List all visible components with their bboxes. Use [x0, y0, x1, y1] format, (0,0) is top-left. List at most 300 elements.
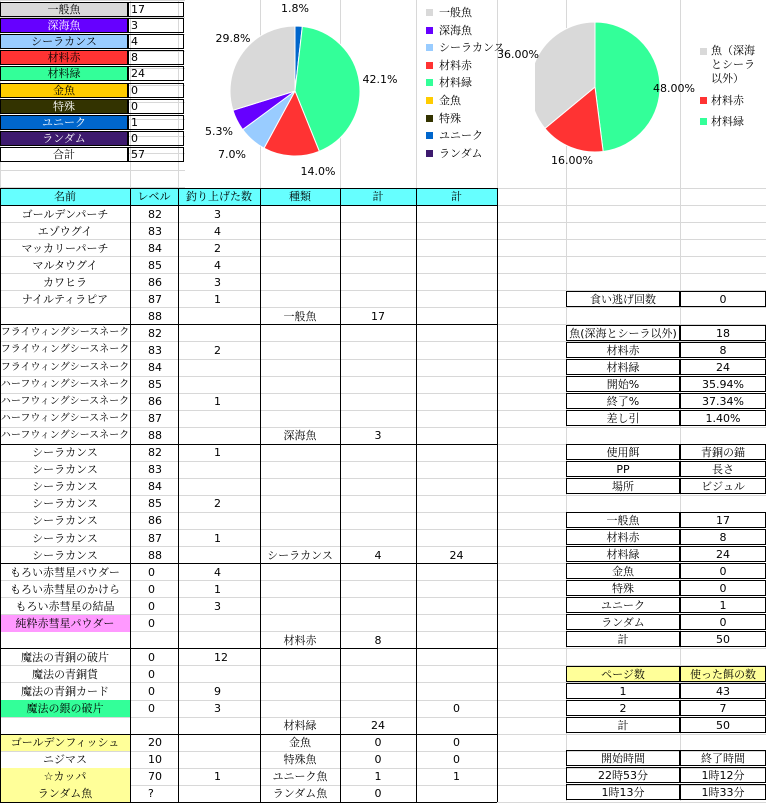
row-count[interactable]: 4 [214, 258, 221, 272]
panel-label[interactable]: 材料緑 [566, 546, 680, 562]
panel-label[interactable]: ランダム [566, 614, 680, 630]
row-type[interactable] [260, 512, 340, 529]
panel-label[interactable]: 特殊 [566, 580, 680, 596]
summary-count[interactable]: 0 [128, 83, 184, 98]
row-total[interactable] [340, 223, 416, 240]
legend-swatch [426, 132, 433, 139]
row-total[interactable] [340, 240, 416, 257]
row-name[interactable]: シーラカンス [32, 463, 98, 477]
panel-label[interactable]: 魚(深海とシーラ以外) [566, 325, 680, 341]
row-count[interactable]: 9 [214, 684, 221, 698]
row-count[interactable] [178, 478, 260, 495]
legend-label[interactable]: 魚（深海とシーラ以外） [711, 44, 755, 85]
row-level[interactable]: 82 [148, 326, 162, 340]
row-type[interactable] [260, 478, 340, 495]
row-count[interactable] [178, 666, 260, 683]
row-total[interactable] [340, 393, 416, 410]
panel-value[interactable]: 8 [680, 529, 766, 545]
row-total2[interactable] [416, 666, 497, 683]
row-name[interactable]: ゴールデンパーチ [21, 207, 109, 221]
legend-label[interactable]: シーラカンス [439, 41, 505, 55]
row-type[interactable] [260, 444, 340, 461]
row-type[interactable] [260, 683, 340, 700]
row-total[interactable] [340, 325, 416, 342]
panel-value[interactable]: 1時33分 [680, 784, 766, 800]
row-count[interactable] [178, 751, 260, 768]
row-total[interactable] [340, 512, 416, 529]
row-count[interactable] [178, 427, 260, 444]
row-count[interactable] [178, 615, 260, 632]
row-total[interactable]: 0 [374, 787, 382, 801]
panel-value[interactable]: 50 [680, 717, 766, 733]
row-count[interactable]: 2 [214, 241, 221, 255]
row-level[interactable]: 0 [148, 599, 155, 613]
row-total2[interactable] [416, 461, 497, 478]
summary-count[interactable]: 17 [128, 2, 184, 17]
legend-label[interactable]: 材料緑 [439, 76, 472, 90]
row-total2[interactable] [416, 291, 497, 308]
row-type[interactable] [260, 223, 340, 240]
row-name[interactable]: エゾウグイ [37, 224, 93, 238]
row-total2[interactable]: 0 [453, 736, 460, 750]
panel-value[interactable]: 18 [680, 325, 766, 341]
panel-label[interactable]: 材料赤 [566, 342, 680, 358]
row-total2[interactable] [416, 223, 497, 240]
panel-label[interactable]: ユニーク [566, 597, 680, 613]
row-name[interactable]: シーラカンス [32, 531, 98, 545]
row-level[interactable]: 85 [148, 258, 162, 272]
row-total[interactable] [340, 478, 416, 495]
row-count[interactable]: 4 [214, 224, 221, 238]
row-name[interactable]: シーラカンス [32, 446, 98, 460]
legend-label[interactable]: 金魚 [439, 94, 461, 107]
summary-count[interactable]: 0 [128, 131, 184, 146]
row-type[interactable] [260, 359, 340, 376]
panel-label[interactable]: PP [566, 461, 680, 477]
summary-count[interactable]: 4 [128, 34, 184, 49]
summary-name[interactable]: シーラカンス [0, 34, 128, 49]
row-total2[interactable]: 0 [453, 702, 460, 716]
row-level[interactable]: 10 [148, 753, 162, 767]
row-total[interactable] [340, 444, 416, 461]
summary-count[interactable]: 24 [128, 66, 184, 81]
row-name[interactable]: カワヒラ [43, 275, 87, 289]
row-name[interactable]: ハーフウィングシースネーク [0, 412, 130, 424]
legend-label[interactable]: 深海魚 [439, 23, 472, 37]
legend-label[interactable]: ランダム [439, 146, 483, 160]
row-name[interactable]: ハーフウィングシースネーク [0, 429, 130, 441]
row-count[interactable] [178, 376, 260, 393]
panel-value[interactable]: 0 [680, 563, 766, 579]
row-level[interactable]: 86 [148, 514, 162, 528]
row-name[interactable]: 純粋赤彗星パウダー [0, 615, 130, 632]
legend-label[interactable]: ユニーク [439, 129, 483, 143]
row-count[interactable]: 1 [214, 770, 221, 784]
row-total[interactable] [340, 564, 416, 581]
panel-label[interactable]: 材料緑 [566, 359, 680, 375]
row-count[interactable]: 1 [214, 292, 221, 306]
row-level[interactable]: 82 [148, 446, 162, 460]
row-count[interactable] [178, 410, 260, 427]
row-name[interactable]: 魔法の青銅の破片 [21, 650, 109, 664]
row-level[interactable]: 20 [148, 736, 162, 750]
row-total2[interactable] [416, 512, 497, 529]
row-name[interactable]: 魔法の銀の破片 [0, 700, 130, 717]
row-count[interactable]: 2 [214, 497, 221, 511]
row-level[interactable]: 0 [148, 702, 155, 716]
panel-label[interactable]: 使用餌 [566, 444, 680, 460]
row-level[interactable]: 87 [148, 292, 162, 306]
row-total[interactable] [340, 291, 416, 308]
row-name[interactable] [0, 717, 130, 734]
panel-label[interactable]: 1 [566, 683, 680, 699]
panel-label[interactable]: 一般魚 [566, 512, 680, 528]
legend-label[interactable]: 一般魚 [439, 6, 472, 19]
row-type[interactable]: 材料緑 [283, 719, 317, 733]
row-total2[interactable] [416, 683, 497, 700]
row-count[interactable] [178, 325, 260, 342]
row-type[interactable] [260, 615, 340, 632]
panel-value[interactable]: 24 [680, 359, 766, 375]
row-total2[interactable]: 1 [453, 770, 460, 784]
summary-count[interactable]: 0 [128, 99, 184, 114]
panel-label[interactable]: 材料赤 [566, 529, 680, 545]
row-level[interactable]: 87 [148, 412, 162, 426]
panel-value[interactable]: 8 [680, 342, 766, 358]
row-type[interactable] [260, 700, 340, 717]
panel-label[interactable]: 食い逃げ回数 [566, 291, 680, 307]
row-count[interactable]: 3 [214, 702, 221, 716]
row-type[interactable]: 特殊魚 [283, 753, 317, 767]
row-total[interactable] [340, 206, 416, 223]
row-total2[interactable] [416, 444, 497, 461]
row-total2[interactable] [416, 274, 497, 291]
row-total2[interactable]: 0 [453, 753, 460, 767]
summary-count[interactable]: 8 [128, 50, 184, 65]
row-name[interactable]: フライウィングシースネーク [0, 327, 130, 339]
panel-value[interactable]: 終了時間 [680, 750, 766, 766]
legend-label[interactable]: 材料赤 [439, 58, 472, 72]
row-level[interactable]: 83 [148, 343, 162, 357]
legend-label[interactable]: 材料緑 [711, 115, 744, 128]
row-total2[interactable] [416, 359, 497, 376]
row-total[interactable]: 0 [374, 753, 382, 767]
row-count[interactable]: 1 [214, 582, 221, 596]
row-level[interactable]: 0 [148, 616, 155, 630]
row-level[interactable]: 84 [148, 480, 162, 494]
row-level[interactable]: 88 [148, 429, 162, 443]
panel-label[interactable]: 計 [566, 717, 680, 733]
row-type[interactable] [260, 564, 340, 581]
row-total2[interactable] [416, 581, 497, 598]
row-total[interactable] [340, 495, 416, 512]
row-type[interactable] [260, 461, 340, 478]
summary-name[interactable]: 材料緑 [0, 66, 128, 81]
row-count[interactable]: 4 [214, 565, 221, 579]
row-total[interactable]: 17 [371, 309, 385, 323]
row-level[interactable]: 85 [148, 497, 162, 511]
panel-label[interactable]: 1時13分 [566, 784, 680, 800]
panel-value[interactable]: 1時12分 [680, 767, 766, 783]
panel-value[interactable]: 0 [680, 614, 766, 630]
panel-value[interactable]: 青銅の錨 [680, 444, 766, 460]
row-level[interactable]: 70 [148, 770, 162, 784]
row-total2[interactable] [416, 495, 497, 512]
row-type[interactable]: ユニーク魚 [272, 770, 328, 784]
row-level[interactable] [130, 717, 178, 734]
row-level[interactable]: 87 [148, 531, 162, 545]
row-name[interactable]: ランダム魚 [0, 785, 130, 802]
row-type[interactable] [260, 393, 340, 410]
row-name[interactable]: マルタウグイ [32, 258, 98, 272]
row-total2[interactable] [416, 410, 497, 427]
summary-name[interactable]: ランダム [0, 131, 128, 146]
row-type[interactable] [260, 342, 340, 359]
summary-name[interactable]: 特殊 [0, 99, 128, 114]
summary-count[interactable]: 1 [128, 115, 184, 130]
row-count[interactable] [178, 359, 260, 376]
row-name[interactable]: もろい赤彗星パウダー [10, 565, 120, 579]
row-level[interactable]: 85 [148, 378, 162, 392]
row-total[interactable]: 4 [374, 548, 382, 562]
row-name[interactable]: もろい赤彗星のかけら [10, 582, 120, 596]
row-total2[interactable] [416, 342, 497, 359]
row-total[interactable] [340, 649, 416, 666]
row-type[interactable]: 一般魚 [283, 309, 317, 323]
row-total2[interactable] [416, 478, 497, 495]
row-total2[interactable] [416, 393, 497, 410]
panel-label[interactable]: 2 [566, 700, 680, 716]
header-cell[interactable]: 計 [416, 188, 497, 205]
header-cell[interactable]: 釣り上げた数 [178, 188, 260, 205]
row-level[interactable]: 0 [148, 684, 155, 698]
row-level[interactable]: 82 [148, 207, 162, 221]
panel-label[interactable]: ページ数 [566, 666, 680, 682]
row-total[interactable] [340, 700, 416, 717]
row-type[interactable] [260, 274, 340, 291]
row-count[interactable]: 12 [214, 650, 228, 664]
row-total[interactable]: 24 [371, 719, 385, 733]
panel-value[interactable]: 50 [680, 631, 766, 647]
row-total[interactable] [340, 461, 416, 478]
row-total[interactable] [340, 359, 416, 376]
row-count[interactable]: 1 [214, 531, 221, 545]
row-level[interactable]: 83 [148, 463, 162, 477]
row-count[interactable] [178, 547, 260, 564]
panel-value[interactable]: 使った餌の数 [680, 666, 766, 682]
row-type[interactable]: 深海魚 [283, 429, 317, 443]
panel-label[interactable]: 22時53分 [566, 767, 680, 783]
panel-value[interactable]: 0 [680, 580, 766, 596]
row-count[interactable] [178, 512, 260, 529]
row-type[interactable] [260, 325, 340, 342]
header-cell[interactable]: 名前 [0, 188, 130, 205]
row-type[interactable]: ランダム魚 [272, 787, 328, 801]
panel-value[interactable]: 37.34% [680, 393, 766, 409]
border-line [340, 188, 341, 802]
row-level[interactable]: ? [148, 787, 154, 801]
row-count[interactable]: 2 [214, 343, 221, 357]
row-total2[interactable] [416, 632, 497, 649]
panel-label[interactable]: 開始% [566, 376, 680, 392]
row-count[interactable] [178, 734, 260, 751]
header-cell[interactable]: 計 [340, 188, 416, 205]
row-name[interactable]: マッカリーパーチ [21, 241, 109, 255]
panel-value[interactable]: 0 [680, 291, 766, 307]
row-level[interactable]: 0 [148, 667, 155, 681]
summary-count[interactable]: 3 [128, 18, 184, 33]
row-total[interactable] [340, 598, 416, 615]
summary-name[interactable]: 合計 [0, 147, 128, 162]
panel-label[interactable]: 差し引 [566, 410, 680, 426]
summary-count[interactable]: 57 [128, 147, 184, 162]
panel-label[interactable]: 計 [566, 631, 680, 647]
row-total2[interactable] [416, 598, 497, 615]
panel-label[interactable]: 金魚 [566, 563, 680, 579]
row-type[interactable] [260, 581, 340, 598]
row-total[interactable] [340, 410, 416, 427]
row-level[interactable] [130, 632, 178, 649]
row-count[interactable]: 3 [214, 275, 221, 289]
row-name[interactable]: シーラカンス [32, 480, 98, 494]
panel-label[interactable]: 場所 [566, 478, 680, 494]
row-count[interactable]: 1 [214, 395, 221, 409]
row-type[interactable] [260, 376, 340, 393]
panel-value[interactable]: 43 [680, 683, 766, 699]
panel-value[interactable]: 1 [680, 597, 766, 613]
row-name[interactable]: ☆カッパ [0, 768, 130, 785]
summary-name[interactable]: ユニーク [0, 115, 128, 130]
row-total2[interactable] [416, 308, 497, 325]
header-cell[interactable]: レベル [130, 188, 178, 205]
panel-label[interactable]: 開始時間 [566, 750, 680, 766]
row-total[interactable]: 1 [374, 770, 382, 784]
row-total2[interactable] [416, 427, 497, 444]
row-total2[interactable] [416, 240, 497, 257]
row-count[interactable] [178, 632, 260, 649]
row-name[interactable]: シーラカンス [32, 497, 98, 511]
row-total2[interactable] [416, 257, 497, 274]
row-name[interactable]: シーラカンス [32, 514, 98, 528]
row-count[interactable]: 1 [214, 446, 221, 460]
row-type[interactable]: 材料赤 [283, 633, 317, 647]
row-total[interactable] [340, 274, 416, 291]
row-total2[interactable] [416, 325, 497, 342]
row-total[interactable]: 8 [374, 633, 382, 647]
row-total2[interactable] [416, 564, 497, 581]
row-level[interactable]: 0 [148, 565, 155, 579]
header-cell[interactable]: 種類 [260, 188, 340, 205]
row-type[interactable] [260, 257, 340, 274]
panel-value[interactable]: 長さ [680, 461, 766, 477]
row-total[interactable] [340, 257, 416, 274]
row-type[interactable]: シーラカンス [267, 548, 333, 562]
row-total[interactable] [340, 683, 416, 700]
row-count[interactable] [178, 308, 260, 325]
row-name[interactable]: フライウィングシースネーク [0, 344, 130, 356]
panel-value[interactable]: 1.40% [680, 410, 766, 426]
row-name[interactable]: ハーフウィングシースネーク [0, 395, 130, 407]
row-total2[interactable] [416, 615, 497, 632]
row-level[interactable]: 0 [148, 582, 155, 596]
row-count[interactable] [178, 785, 260, 802]
panel-value[interactable]: 24 [680, 546, 766, 562]
row-total[interactable] [340, 342, 416, 359]
row-type[interactable] [260, 206, 340, 223]
row-level[interactable]: 88 [148, 548, 162, 562]
row-total[interactable] [340, 666, 416, 683]
row-count[interactable]: 3 [214, 207, 221, 221]
row-type[interactable] [260, 649, 340, 666]
row-type[interactable] [260, 291, 340, 308]
row-name[interactable]: もろい赤彗星の結晶 [15, 599, 115, 613]
row-total[interactable]: 3 [374, 429, 382, 443]
row-type[interactable] [260, 240, 340, 257]
row-name[interactable]: 魔法の青銅貨 [32, 667, 98, 681]
row-level[interactable]: 86 [148, 275, 162, 289]
row-level[interactable]: 88 [148, 309, 162, 323]
row-total2[interactable] [416, 206, 497, 223]
row-total[interactable] [340, 615, 416, 632]
row-total2[interactable] [416, 785, 497, 802]
row-level[interactable]: 0 [148, 650, 155, 664]
row-count[interactable] [178, 461, 260, 478]
panel-value[interactable]: 17 [680, 512, 766, 528]
row-type[interactable] [260, 495, 340, 512]
row-total[interactable] [340, 581, 416, 598]
row-count[interactable]: 3 [214, 599, 221, 613]
panel-label[interactable]: 終了% [566, 393, 680, 409]
legend-label[interactable]: 材料赤 [711, 94, 744, 107]
row-total2[interactable] [416, 649, 497, 666]
row-type[interactable] [260, 598, 340, 615]
row-total[interactable]: 0 [374, 736, 382, 750]
row-total2[interactable] [416, 376, 497, 393]
row-name[interactable]: フライウィングシースネーク [0, 361, 130, 373]
row-name[interactable]: ナイルティラピア [21, 292, 109, 306]
row-level[interactable]: 86 [148, 395, 162, 409]
row-total2[interactable] [416, 530, 497, 547]
summary-name[interactable]: 材料赤 [0, 50, 128, 65]
panel-value[interactable]: 7 [680, 700, 766, 716]
row-name[interactable]: ゴールデンフィッシュ [0, 734, 130, 751]
summary-name[interactable]: 一般魚 [0, 2, 128, 17]
row-type[interactable] [260, 410, 340, 427]
row-name[interactable] [0, 632, 130, 649]
summary-name[interactable]: 金魚 [0, 83, 128, 98]
row-type[interactable] [260, 666, 340, 683]
row-level[interactable]: 84 [148, 361, 162, 375]
row-total[interactable] [340, 530, 416, 547]
row-total2[interactable] [416, 717, 497, 734]
row-count[interactable] [178, 717, 260, 734]
row-name[interactable]: シーラカンス [32, 548, 98, 562]
panel-value[interactable]: ビジュル [680, 478, 766, 494]
row-name[interactable]: ハーフウィングシースネーク [0, 378, 130, 390]
row-name[interactable]: ニジマス [43, 753, 87, 767]
row-level[interactable]: 83 [148, 224, 162, 238]
summary-name[interactable]: 深海魚 [0, 18, 128, 33]
row-total2[interactable]: 24 [449, 548, 464, 562]
row-total[interactable] [340, 376, 416, 393]
row-name[interactable] [0, 308, 130, 325]
panel-value[interactable]: 35.94% [680, 376, 766, 392]
row-type[interactable] [260, 530, 340, 547]
row-level[interactable]: 84 [148, 241, 162, 255]
legend-label[interactable]: 特殊 [439, 111, 461, 125]
row-type[interactable]: 金魚 [289, 736, 311, 750]
row-name[interactable]: 魔法の青銅カード [21, 684, 109, 698]
